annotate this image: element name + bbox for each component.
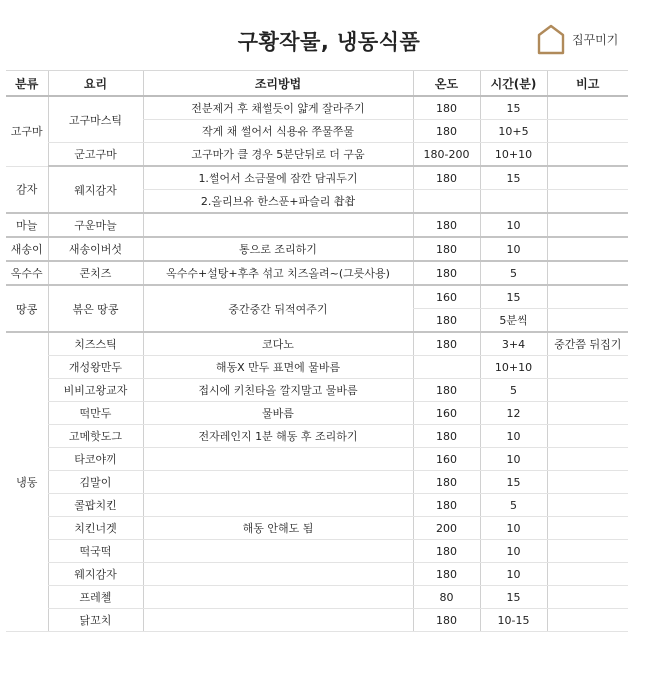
dish-cell: 떡국떡 [48, 540, 143, 563]
method-cell: 중간중간 뒤적여주기 [143, 285, 413, 332]
category-cell: 마늘 [6, 213, 48, 237]
method-cell: 전분제거 후 채썰듯이 얇게 잘라주기 [143, 96, 413, 120]
note-cell: 중간쯤 뒤집기 [547, 332, 628, 356]
temperature-cell: 180 [413, 471, 480, 494]
header-dish: 요리 [48, 71, 143, 97]
temperature-cell: 180 [413, 309, 480, 333]
time-cell: 10+10 [480, 143, 547, 167]
table-row [6, 332, 628, 356]
time-cell: 10 [480, 517, 547, 540]
table-row [6, 425, 628, 448]
temperature-cell: 180 [413, 379, 480, 402]
header-time: 시간(분) [480, 71, 547, 97]
table-row [6, 402, 628, 425]
dish-cell: 개성왕만두 [48, 356, 143, 379]
time-cell: 5 [480, 494, 547, 517]
note-cell [547, 285, 628, 309]
temperature-cell: 180 [413, 261, 480, 285]
time-cell: 10 [480, 237, 547, 261]
dish-cell: 김말이 [48, 471, 143, 494]
method-cell [143, 213, 413, 237]
table-row [6, 356, 628, 379]
temperature-cell: 180 [413, 120, 480, 143]
method-cell [143, 494, 413, 517]
method-cell [143, 448, 413, 471]
note-cell [547, 237, 628, 261]
method-cell: 1.썰어서 소금물에 잠깐 담궈두기 [143, 166, 413, 190]
time-cell: 10 [480, 540, 547, 563]
dish-cell: 치즈스틱 [48, 332, 143, 356]
dish-cell: 콜팝치킨 [48, 494, 143, 517]
temperature-cell: 180 [413, 425, 480, 448]
temperature-cell: 180 [413, 213, 480, 237]
note-cell [547, 563, 628, 586]
method-cell [143, 563, 413, 586]
dish-cell: 닭꼬치 [48, 609, 143, 632]
dish-cell: 타코야끼 [48, 448, 143, 471]
temperature-cell: 160 [413, 448, 480, 471]
house-outline-icon [536, 23, 566, 55]
note-cell [547, 425, 628, 448]
table-row [6, 379, 628, 402]
header-method: 조리방법 [143, 71, 413, 97]
category-cell: 고구마 [6, 96, 48, 166]
temperature-cell: 180 [413, 166, 480, 190]
table-row [6, 285, 628, 309]
dish-cell: 프레첼 [48, 586, 143, 609]
note-cell [547, 540, 628, 563]
temperature-cell [413, 190, 480, 214]
note-cell [547, 143, 628, 167]
category-cell: 감자 [6, 166, 48, 213]
note-cell [547, 309, 628, 333]
dish-cell: 콘치즈 [48, 261, 143, 285]
table-row [6, 563, 628, 586]
time-cell: 12 [480, 402, 547, 425]
time-cell: 10+10 [480, 356, 547, 379]
method-cell: 해동X 만두 표면에 물바름 [143, 356, 413, 379]
dish-cell: 새송이버섯 [48, 237, 143, 261]
dish-cell: 고구마스틱 [48, 96, 143, 143]
table-row [6, 213, 628, 237]
table-row [6, 609, 628, 632]
time-cell: 15 [480, 586, 547, 609]
dish-cell: 떡만두 [48, 402, 143, 425]
header-category: 분류 [6, 71, 48, 97]
time-cell: 15 [480, 166, 547, 190]
note-cell [547, 190, 628, 214]
temperature-cell: 180 [413, 609, 480, 632]
time-cell: 15 [480, 471, 547, 494]
dish-cell: 웨지감자 [48, 166, 143, 213]
table-row [6, 517, 628, 540]
dish-cell: 구운마늘 [48, 213, 143, 237]
note-cell [547, 166, 628, 190]
temperature-cell: 180 [413, 563, 480, 586]
method-cell: 2.올리브유 한스푼+파슬리 촵촵 [143, 190, 413, 214]
category-cell: 땅콩 [6, 285, 48, 332]
note-cell [547, 96, 628, 120]
brand-logo [536, 22, 618, 56]
note-cell [547, 471, 628, 494]
method-cell [143, 609, 413, 632]
note-cell [547, 356, 628, 379]
time-cell [480, 190, 547, 214]
method-cell: 물바름 [143, 402, 413, 425]
temperature-cell: 180 [413, 494, 480, 517]
temperature-cell: 160 [413, 402, 480, 425]
table-row [6, 237, 628, 261]
method-cell: 옥수수+설탕+후추 섞고 치즈올려~(그릇사용) [143, 261, 413, 285]
method-cell: 작게 채 썰어서 식용유 쭈물쭈물 [143, 120, 413, 143]
method-cell [143, 471, 413, 494]
table-row [6, 540, 628, 563]
dish-cell: 웨지감자 [48, 563, 143, 586]
time-cell: 15 [480, 96, 547, 120]
time-cell: 10 [480, 448, 547, 471]
category-cell: 옥수수 [6, 261, 48, 285]
method-cell [143, 586, 413, 609]
time-cell: 5 [480, 261, 547, 285]
temperature-cell: 180 [413, 237, 480, 261]
method-cell: 접시에 키친타올 깔지말고 물바름 [143, 379, 413, 402]
note-cell [547, 379, 628, 402]
table-row [6, 471, 628, 494]
method-cell: 해동 안해도 됨 [143, 517, 413, 540]
temperature-cell: 160 [413, 285, 480, 309]
temperature-cell: 180 [413, 332, 480, 356]
note-cell [547, 402, 628, 425]
time-cell: 10 [480, 563, 547, 586]
time-cell: 3+4 [480, 332, 547, 356]
note-cell [547, 609, 628, 632]
brand-name: 집꾸미기 [572, 32, 619, 47]
time-cell: 15 [480, 285, 547, 309]
dish-cell: 비비고왕교자 [48, 379, 143, 402]
method-cell: 코다노 [143, 332, 413, 356]
time-cell: 5분씩 [480, 309, 547, 333]
note-cell [547, 517, 628, 540]
note-cell [547, 120, 628, 143]
temperature-cell: 80 [413, 586, 480, 609]
table-row [6, 586, 628, 609]
note-cell [547, 261, 628, 285]
table-row [6, 96, 628, 120]
temperature-cell: 180 [413, 540, 480, 563]
table-row [6, 143, 628, 167]
dish-cell: 고메핫도그 [48, 425, 143, 448]
note-cell [547, 494, 628, 517]
category-cell: 냉동 [6, 332, 48, 632]
method-cell: 전자레인지 1분 해동 후 조리하기 [143, 425, 413, 448]
header-temperature: 온도 [413, 71, 480, 97]
category-cell: 새송이 [6, 237, 48, 261]
time-cell: 10-15 [480, 609, 547, 632]
time-cell: 10 [480, 213, 547, 237]
cooking-table [6, 70, 628, 632]
header-note: 비고 [547, 71, 628, 97]
note-cell [547, 448, 628, 471]
table-row [6, 448, 628, 471]
dish-cell: 치킨너겟 [48, 517, 143, 540]
method-cell: 고구마가 클 경우 5분단뒤로 더 구움 [143, 143, 413, 167]
temperature-cell: 180 [413, 96, 480, 120]
table-row [6, 166, 628, 190]
table-row [6, 261, 628, 285]
time-cell: 5 [480, 379, 547, 402]
temperature-cell [413, 356, 480, 379]
method-cell: 통으로 조리하기 [143, 237, 413, 261]
time-cell: 10 [480, 425, 547, 448]
temperature-cell: 200 [413, 517, 480, 540]
time-cell: 10+5 [480, 120, 547, 143]
table-header-row [6, 71, 628, 97]
note-cell [547, 586, 628, 609]
temperature-cell: 180-200 [413, 143, 480, 167]
dish-cell: 군고구마 [48, 143, 143, 167]
dish-cell: 볶은 땅콩 [48, 285, 143, 332]
method-cell [143, 540, 413, 563]
page-title: 구황작물, 냉동식품 [237, 30, 421, 54]
note-cell [547, 213, 628, 237]
table-row [6, 494, 628, 517]
